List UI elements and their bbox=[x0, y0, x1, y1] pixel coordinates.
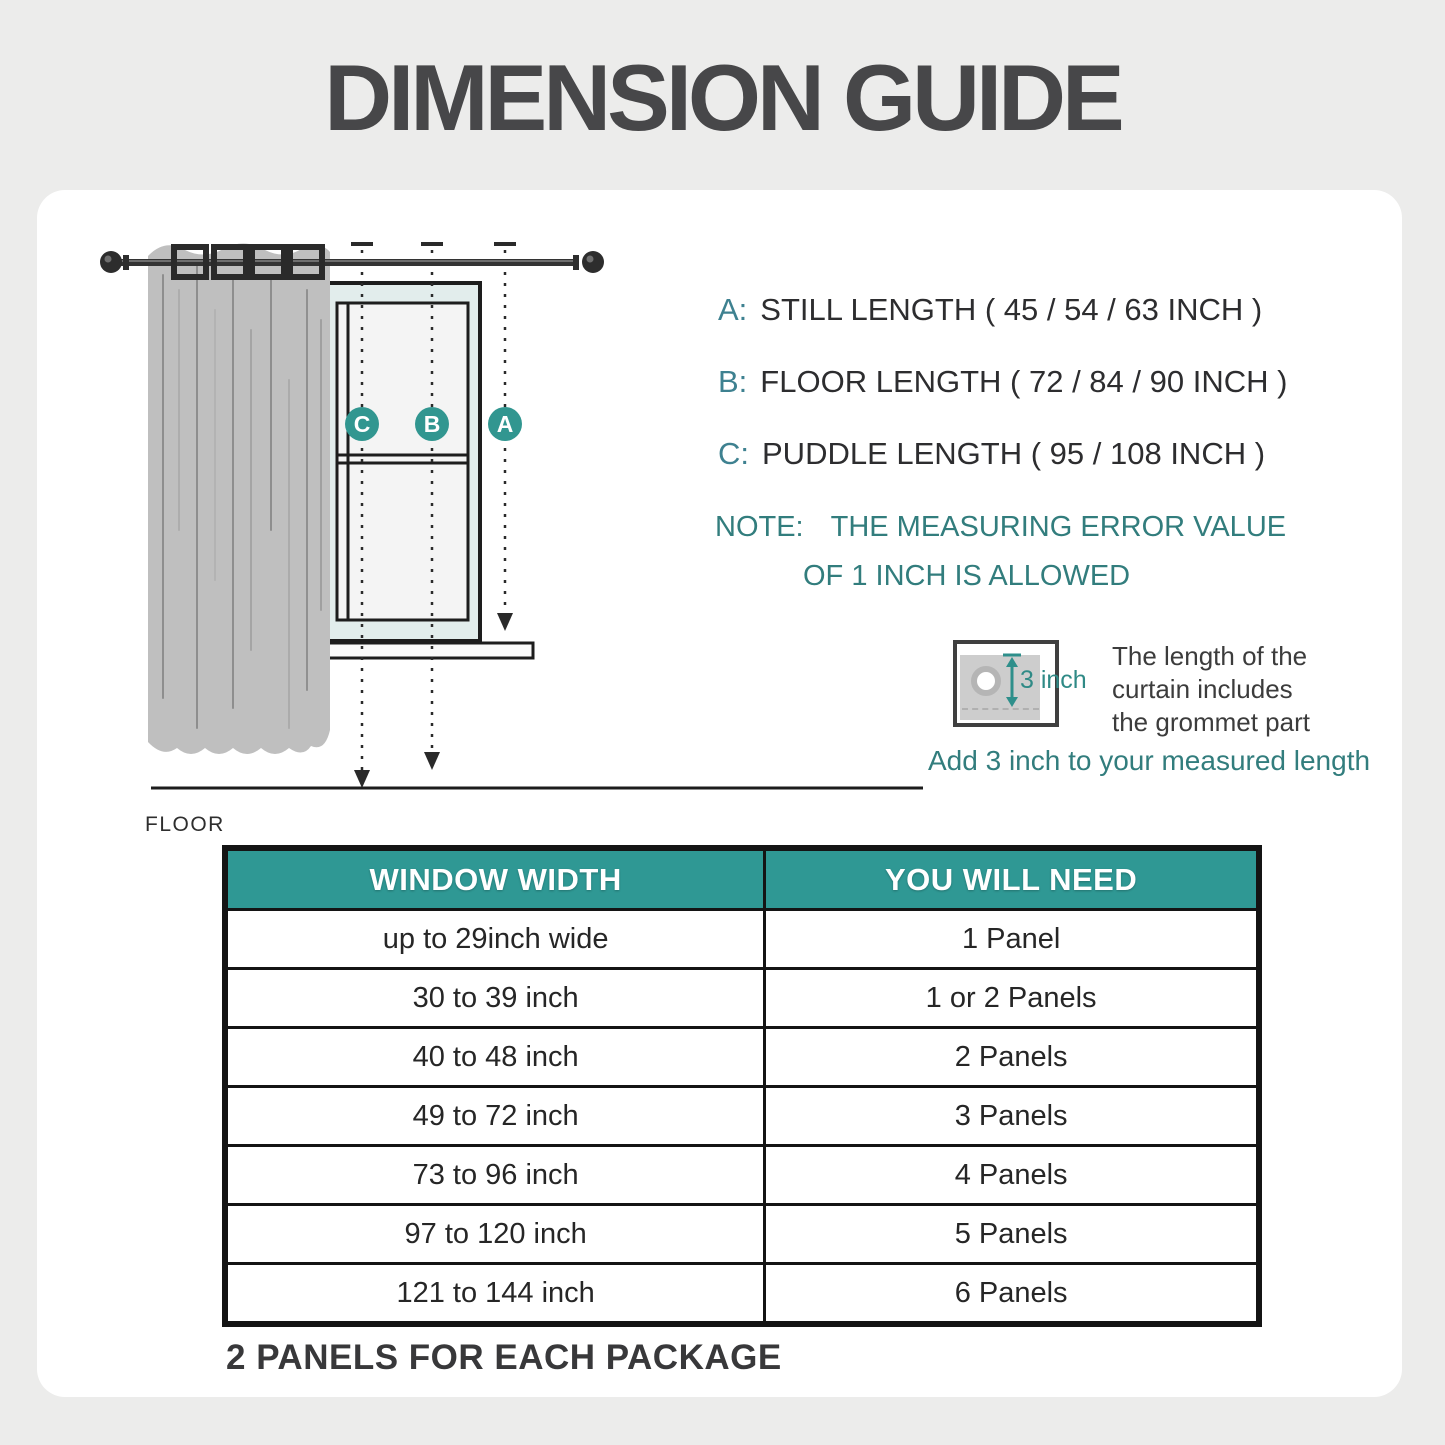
table-cell-width: up to 29inch wide bbox=[225, 910, 765, 969]
column-header-window-width: WINDOW WIDTH bbox=[225, 848, 765, 910]
table-row bbox=[225, 1087, 1259, 1146]
table-cell-width: 73 to 96 inch bbox=[225, 1146, 765, 1205]
grommet-caption-line: the grommet part bbox=[1112, 707, 1310, 737]
table-cell-width: 121 to 144 inch bbox=[225, 1264, 765, 1325]
measurement-letter-c: C: bbox=[718, 436, 749, 471]
table-cell-need: 2 Panels bbox=[765, 1028, 1259, 1087]
table-row bbox=[225, 1264, 1259, 1325]
grommet-stitch-line bbox=[962, 708, 1039, 710]
table-row bbox=[225, 1205, 1259, 1264]
curtain-illustration bbox=[148, 243, 330, 754]
table-header-row bbox=[225, 848, 1259, 910]
table-cell-need: 4 Panels bbox=[765, 1146, 1259, 1205]
package-note: 2 PANELS FOR EACH PACKAGE bbox=[226, 1338, 782, 1377]
page-title: DIMENSION GUIDE bbox=[324, 45, 1121, 150]
column-header-you-will-need: YOU WILL NEED bbox=[765, 848, 1259, 910]
measurement-text-c: PUDDLE LENGTH ( 95 / 108 INCH ) bbox=[762, 436, 1266, 471]
measurement-row-b bbox=[718, 364, 1287, 400]
measurement-row-c bbox=[718, 436, 1265, 472]
note-label: NOTE: bbox=[715, 511, 804, 543]
window-sill bbox=[318, 643, 533, 658]
table-cell-width: 30 to 39 inch bbox=[225, 969, 765, 1028]
table-cell-width: 97 to 120 inch bbox=[225, 1205, 765, 1264]
measurement-letter-a: A: bbox=[718, 292, 748, 327]
grommet-arrow-label: 3 inch bbox=[1020, 666, 1087, 694]
table-cell-need: 3 Panels bbox=[765, 1087, 1259, 1146]
measurement-row-a bbox=[718, 292, 1262, 328]
table-cell-need: 1 Panel bbox=[765, 910, 1259, 969]
window-illustration bbox=[318, 283, 533, 658]
note-line-1 bbox=[715, 511, 1286, 544]
marker-a bbox=[488, 407, 522, 441]
marker-c-label: C bbox=[353, 411, 371, 437]
note-line-2: OF 1 INCH IS ALLOWED bbox=[803, 560, 1131, 592]
table-cell-need: 1 or 2 Panels bbox=[765, 969, 1259, 1028]
rod-finial-left bbox=[100, 251, 122, 273]
table-cell-need: 6 Panels bbox=[765, 1264, 1259, 1325]
marker-a-label: A bbox=[496, 411, 514, 437]
floor-label: FLOOR bbox=[145, 813, 225, 836]
table-cell-need: 5 Panels bbox=[765, 1205, 1259, 1264]
measurement-text-a: STILL LENGTH ( 45 / 54 / 63 INCH ) bbox=[760, 292, 1263, 327]
marker-c bbox=[345, 407, 379, 441]
rod-finial-right bbox=[582, 251, 604, 273]
table-cell-width: 40 to 48 inch bbox=[225, 1028, 765, 1087]
table-row bbox=[225, 969, 1259, 1028]
measurement-text-b: FLOOR LENGTH ( 72 / 84 / 90 INCH ) bbox=[760, 364, 1288, 399]
grommet-caption bbox=[1112, 640, 1310, 739]
grommet-caption-line: The length of the bbox=[1112, 641, 1308, 671]
grommet-ring-icon bbox=[971, 666, 1001, 696]
panel-size-table bbox=[222, 845, 1262, 1327]
grommet-caption-line: curtain includes bbox=[1112, 674, 1293, 704]
measurement-letter-b: B: bbox=[718, 364, 748, 399]
table-cell-width: 49 to 72 inch bbox=[225, 1087, 765, 1146]
marker-b bbox=[415, 407, 449, 441]
marker-b-label: B bbox=[423, 411, 441, 437]
table-row bbox=[225, 910, 1259, 969]
table-row bbox=[225, 1146, 1259, 1205]
note-text-1: THE MEASURING ERROR VALUE bbox=[830, 511, 1287, 543]
grommet-tip: Add 3 inch to your measured length bbox=[928, 745, 1371, 776]
table-row bbox=[225, 1028, 1259, 1087]
